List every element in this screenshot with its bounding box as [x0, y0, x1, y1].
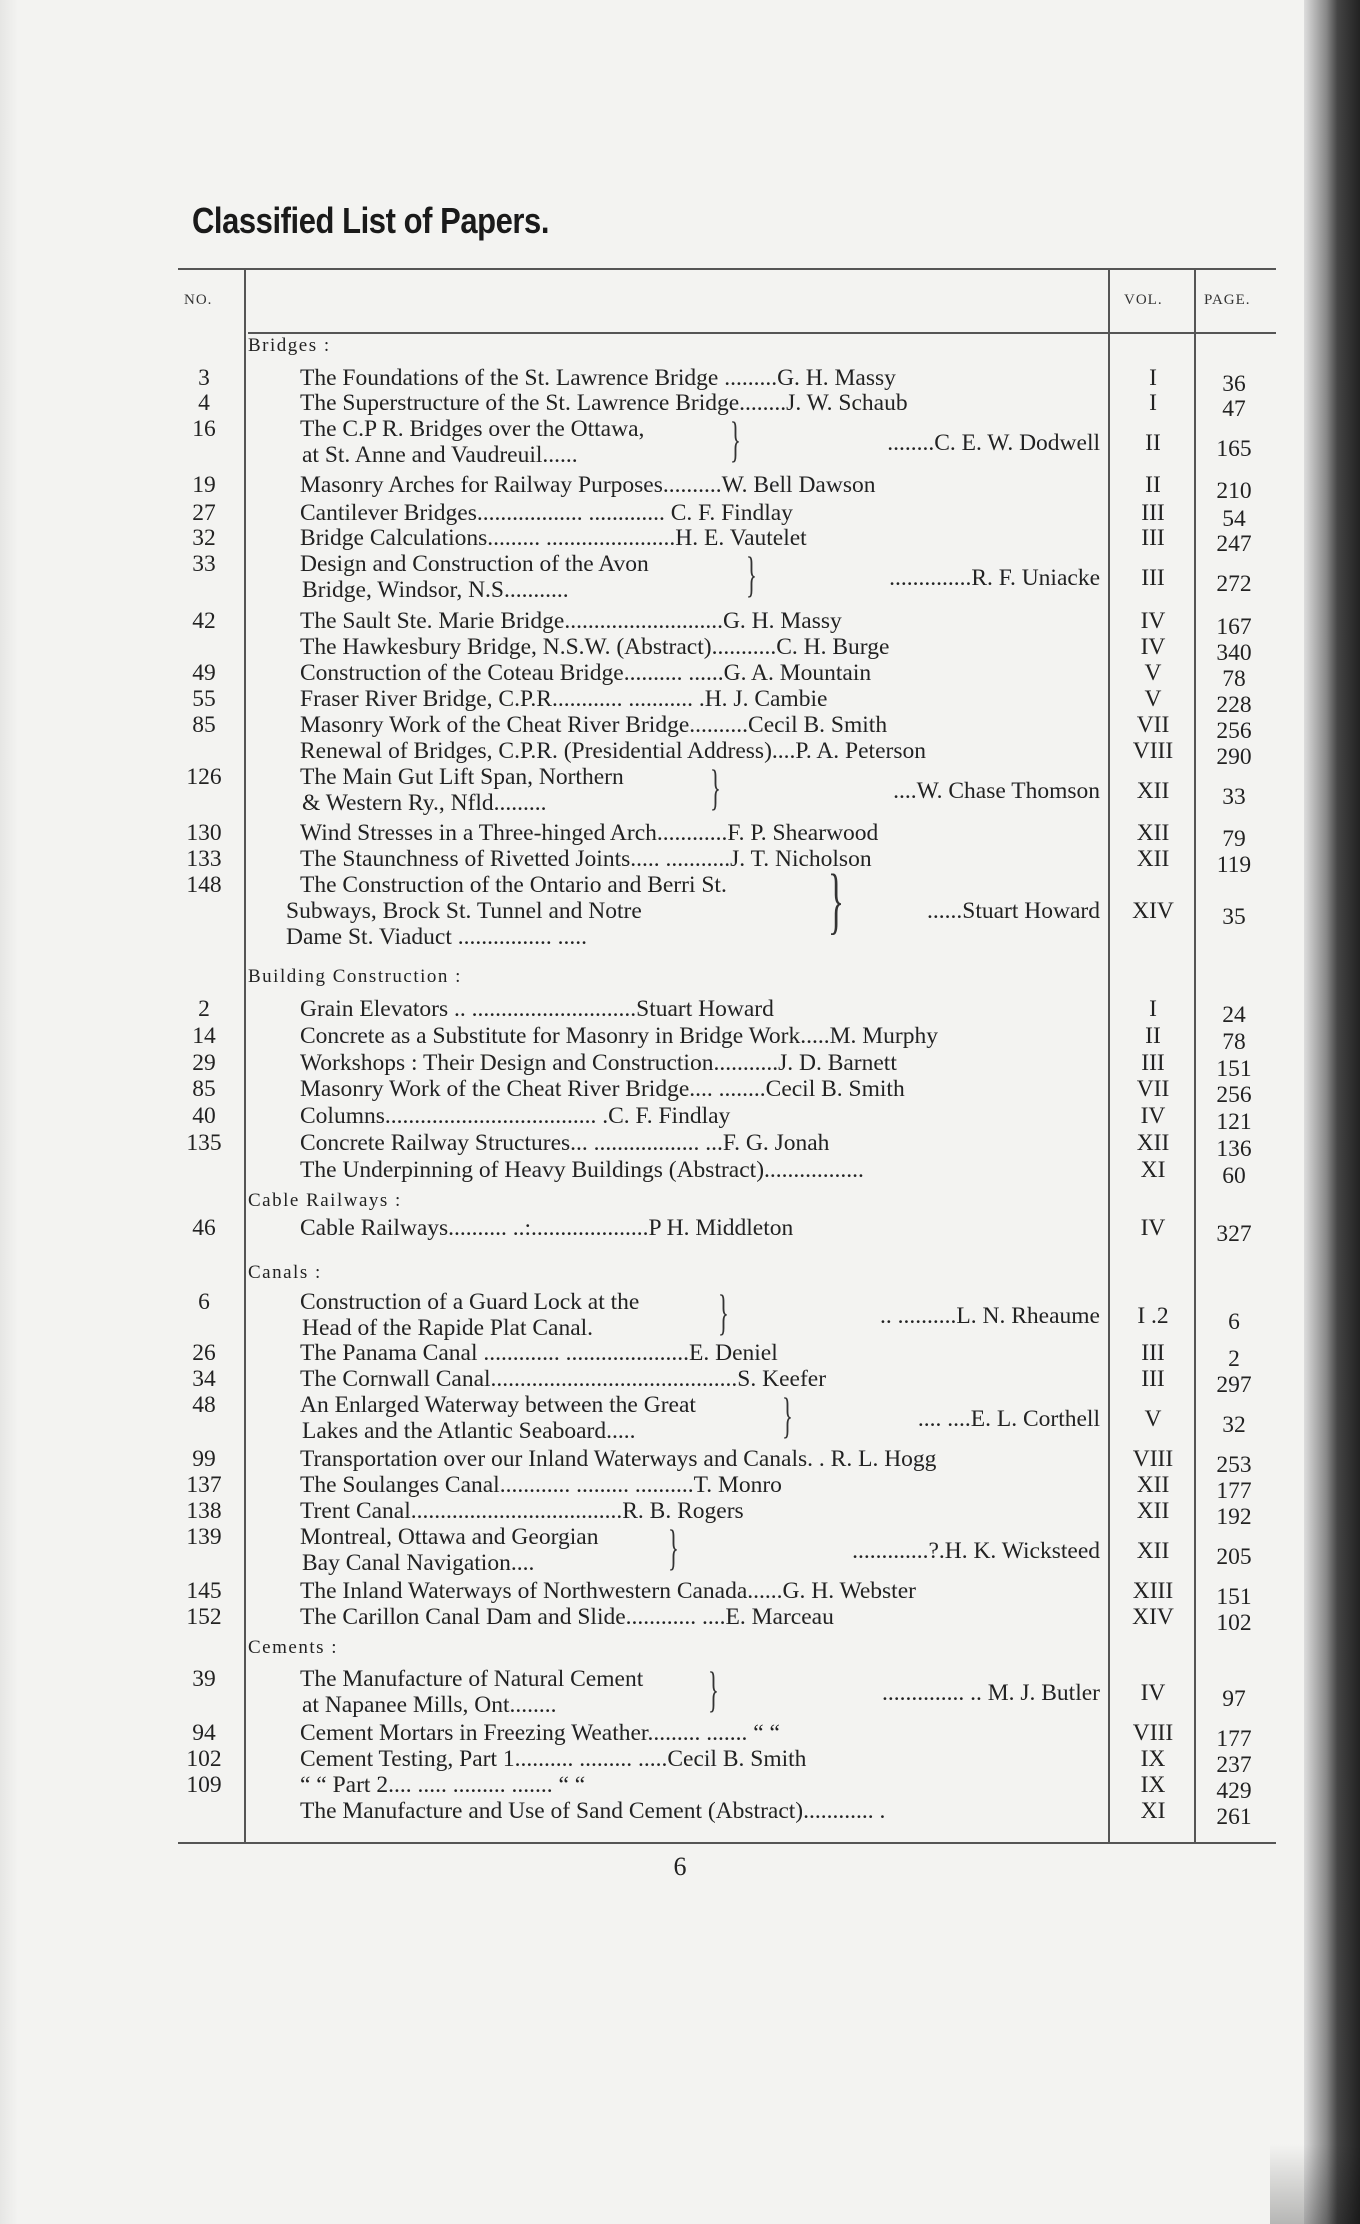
- page-ref: 32: [1222, 1412, 1246, 1438]
- table-row: [178, 1076, 1276, 1108]
- table-row: [178, 1798, 1276, 1830]
- page-ref: 253: [1216, 1452, 1252, 1478]
- paper-title-line: Masonry Work of the Cheat River Bridge..........Cecil B. Smith: [300, 712, 888, 738]
- table-row: [178, 1604, 1276, 1636]
- table-row: [178, 546, 1276, 603]
- page-ref: 97: [1222, 1686, 1246, 1712]
- paper-title-line: Wind Stresses in a Three-hinged Arch............F. P. Shearwood: [300, 820, 879, 846]
- paper-number: 6: [198, 1289, 210, 1315]
- brace-mark: }: [718, 1284, 729, 1340]
- page-ref: 340: [1216, 640, 1252, 666]
- table-row: [178, 500, 1276, 532]
- volume-number: XII: [1136, 1130, 1170, 1156]
- author-name: ..............R. F. Uniacke: [889, 565, 1100, 591]
- volume-number: III: [1141, 1050, 1165, 1076]
- paper-title-line: Concrete Railway Structures... .................. ...F. G. Jonah: [300, 1130, 830, 1156]
- paper-title-line: The Panama Canal ............. .....................E. Deniel: [300, 1340, 778, 1366]
- paper-title-line: Concrete as a Substitute for Masonry in Bridge Work.....M. Murphy: [300, 1023, 938, 1049]
- page-ref: 165: [1216, 436, 1252, 462]
- table-row: [178, 1720, 1276, 1752]
- paper-number: 138: [186, 1498, 222, 1524]
- volume-number: I: [1149, 996, 1157, 1022]
- table-row: [178, 1366, 1276, 1398]
- paper-title-line: Renewal of Bridges, C.P.R. (Presidential Address)....P. A. Peterson: [300, 738, 926, 764]
- paper-number: 133: [186, 846, 222, 872]
- table-bottom-rule: [178, 1842, 1276, 1844]
- volume-number: I .2: [1137, 1303, 1169, 1329]
- brace-mark: }: [710, 759, 721, 815]
- paper-number: 2: [198, 996, 210, 1022]
- page-ref: 327: [1216, 1221, 1252, 1247]
- page-ref: 60: [1222, 1163, 1246, 1189]
- table-row: [178, 660, 1276, 692]
- page-ref: 192: [1216, 1504, 1252, 1530]
- paper-number: 94: [192, 1720, 216, 1746]
- paper-title-line: Head of the Rapide Plat Canal.: [302, 1315, 594, 1341]
- paper-number: 3: [198, 365, 210, 391]
- page-ref: 136: [1216, 1136, 1252, 1162]
- paper-number: 48: [192, 1392, 216, 1418]
- page-left-edge: [0, 0, 18, 2224]
- table-row: [178, 1103, 1276, 1135]
- paper-title-line: Design and Construction of the Avon: [300, 551, 649, 577]
- volume-number: III: [1141, 1340, 1165, 1366]
- paper-title-line: Fraser River Bridge, C.P.R............ ........... .H. J. Cambie: [300, 686, 828, 712]
- header-page: PAGE.: [1204, 292, 1251, 308]
- table-row: [178, 1446, 1276, 1478]
- paper-number: 42: [192, 608, 216, 634]
- paper-title-line: Dame St. Viaduct ................ .....: [286, 924, 588, 950]
- table-row: [178, 1284, 1276, 1341]
- volume-number: VIII: [1132, 1446, 1174, 1472]
- paper-title-line: The Main Gut Lift Span, Northern: [300, 764, 624, 790]
- table-row: [178, 820, 1276, 852]
- paper-number: 85: [192, 712, 216, 738]
- page-ref: 47: [1222, 396, 1246, 422]
- papers-table: [178, 268, 1276, 1844]
- paper-number: 126: [186, 764, 222, 790]
- page-ref: 24: [1222, 1002, 1246, 1028]
- page-ref: 290: [1216, 744, 1252, 770]
- volume-number: IX: [1140, 1746, 1166, 1772]
- table-row: [178, 1746, 1276, 1778]
- table-row: [178, 1050, 1276, 1082]
- paper-number: 135: [186, 1130, 222, 1156]
- author-name: .. ..........L. N. Rheaume: [880, 1303, 1100, 1329]
- volume-number: VIII: [1132, 738, 1174, 764]
- paper-number: 102: [186, 1746, 222, 1772]
- volume-number: IX: [1140, 1772, 1166, 1798]
- section-heading: Cements :: [248, 1637, 339, 1658]
- author-name: ........C. E. W. Dodwell: [887, 430, 1100, 456]
- table-row: [178, 738, 1276, 770]
- header-bottom-rule: [248, 332, 1276, 334]
- paper-number: 27: [192, 500, 216, 526]
- page-ref: 36: [1222, 371, 1246, 397]
- paper-title-line: Masonry Arches for Railway Purposes..........W. Bell Dawson: [300, 472, 876, 498]
- volume-number: XIII: [1132, 1578, 1174, 1604]
- author-name: .............?.H. K. Wicksteed: [852, 1538, 1100, 1564]
- table-row: [178, 472, 1276, 504]
- page-ref: 2: [1228, 1346, 1240, 1372]
- table-row: [178, 1340, 1276, 1372]
- volume-number: I: [1149, 365, 1157, 391]
- table-row: [178, 1157, 1276, 1189]
- paper-title-line: Cement Testing, Part 1.......... ......... .....Cecil B. Smith: [300, 1746, 807, 1772]
- table-row: [178, 759, 1276, 816]
- volume-number: XII: [1136, 820, 1170, 846]
- page-ref: 167: [1216, 614, 1252, 640]
- volume-number: XI: [1140, 1798, 1166, 1824]
- paper-title-line: “ “ Part 2.... ..... ......... ....... “ “: [300, 1772, 586, 1798]
- table-row: [178, 390, 1276, 422]
- table-row: [178, 634, 1276, 666]
- paper-title-line: Workshops : Their Design and Construction...........J. D. Barnett: [300, 1050, 897, 1076]
- paper-title-line: The Hawkesbury Bridge, N.S.W. (Abstract)...........C. H. Burge: [300, 634, 890, 660]
- page-ref: 151: [1216, 1056, 1252, 1082]
- volume-number: XII: [1136, 778, 1170, 804]
- paper-title-line: The Staunchness of Rivetted Joints..... ...........J. T. Nicholson: [300, 846, 872, 872]
- volume-number: I: [1149, 390, 1157, 416]
- paper-title-line: The Cornwall Canal..........................................S. Keefer: [300, 1366, 827, 1392]
- volume-number: III: [1141, 525, 1165, 551]
- paper-number: 145: [186, 1578, 222, 1604]
- volume-number: V: [1144, 660, 1162, 686]
- paper-title-line: Trent Canal....................................R. B. Rogers: [300, 1498, 744, 1524]
- paper-title-line: Bridge Calculations......... ......................H. E. Vautelet: [300, 525, 807, 551]
- paper-number: 55: [192, 686, 216, 712]
- paper-number: 19: [192, 472, 216, 498]
- paper-title-line: Columns.................................... .C. F. Findlay: [300, 1103, 731, 1129]
- volume-number: V: [1144, 686, 1162, 712]
- page-ref: 79: [1222, 826, 1246, 852]
- table-row: [178, 608, 1276, 640]
- table-row: [178, 1472, 1276, 1504]
- paper-number: 46: [192, 1215, 216, 1241]
- table-row: [178, 525, 1276, 557]
- paper-title-line: & Western Ry., Nfld.........: [302, 790, 547, 816]
- paper-title-line: Cable Railways.......... ..:....................P H. Middleton: [300, 1215, 794, 1241]
- paper-number: 40: [192, 1103, 216, 1129]
- paper-title-line: Construction of a Guard Lock at the: [300, 1289, 640, 1315]
- volume-number: II: [1145, 1023, 1161, 1049]
- page-ref: 247: [1216, 531, 1252, 557]
- brace-mark: }: [708, 1661, 719, 1717]
- volume-number: XII: [1136, 1538, 1170, 1564]
- volume-number: XI: [1140, 1157, 1166, 1183]
- paper-title-line: The Superstructure of the St. Lawrence Bridge........J. W. Schaub: [300, 390, 908, 416]
- brace-mark: }: [746, 546, 757, 602]
- volume-number: VII: [1136, 1076, 1170, 1102]
- volume-number: II: [1145, 472, 1161, 498]
- volume-number: IV: [1140, 1680, 1166, 1706]
- page-ref: 429: [1216, 1778, 1252, 1804]
- volume-number: XIV: [1132, 898, 1174, 924]
- paper-title-line: Grain Elevators .. ............................Stuart Howard: [300, 996, 774, 1022]
- header-no: NO.: [184, 292, 213, 308]
- volume-number: XII: [1136, 846, 1170, 872]
- header-vol: VOL.: [1124, 292, 1163, 308]
- table-row: [178, 411, 1276, 468]
- paper-title-line: Lakes and the Atlantic Seaboard.....: [302, 1418, 636, 1444]
- brace-mark: }: [668, 1519, 679, 1575]
- page-ref: 54: [1222, 506, 1246, 532]
- paper-title-line: The Construction of the Ontario and Berri St.: [300, 872, 727, 898]
- volume-number: IV: [1140, 634, 1166, 660]
- paper-number: 152: [186, 1604, 222, 1630]
- author-name: ....W. Chase Thomson: [893, 778, 1100, 804]
- paper-title-line: Bay Canal Navigation....: [302, 1550, 535, 1576]
- table-row: [178, 1387, 1276, 1444]
- paper-number: 14: [192, 1023, 216, 1049]
- paper-number: 85: [192, 1076, 216, 1102]
- volume-number: III: [1141, 500, 1165, 526]
- table-row: [178, 686, 1276, 718]
- table-row: [178, 996, 1276, 1028]
- volume-number: V: [1144, 1406, 1162, 1432]
- page-ref: 256: [1216, 718, 1252, 744]
- paper-number: 109: [186, 1772, 222, 1798]
- page-ref: 237: [1216, 1752, 1252, 1778]
- page-ref: 78: [1222, 666, 1246, 692]
- paper-title-line: The Inland Waterways of Northwestern Canada......G. H. Webster: [300, 1578, 916, 1604]
- page-ref: 177: [1216, 1726, 1252, 1752]
- volume-number: VII: [1136, 712, 1170, 738]
- volume-number: XII: [1136, 1472, 1170, 1498]
- page-ref: 177: [1216, 1478, 1252, 1504]
- page-ref: 210: [1216, 478, 1252, 504]
- brace-mark: }: [730, 411, 741, 467]
- table-row: [178, 1215, 1276, 1247]
- paper-title-line: Bridge, Windsor, N.S...........: [302, 577, 569, 603]
- brace-mark: }: [782, 1387, 793, 1443]
- paper-number: 137: [186, 1472, 222, 1498]
- table-row: [178, 846, 1276, 878]
- table-row: [178, 365, 1276, 397]
- paper-title-line: at St. Anne and Vaudreuil......: [302, 442, 578, 468]
- paper-title-line: The Manufacture and Use of Sand Cement (Abstract)............ .: [300, 1798, 886, 1824]
- volume-number: XIV: [1132, 1604, 1174, 1630]
- paper-title-line: Transportation over our Inland Waterways and Canals. . R. L. Hogg: [300, 1446, 937, 1472]
- paper-number: 99: [192, 1446, 216, 1472]
- paper-number: 130: [186, 820, 222, 846]
- table-row: [178, 1578, 1276, 1610]
- page-ref: 78: [1222, 1029, 1246, 1055]
- paper-title-line: Montreal, Ottawa and Georgian: [300, 1524, 599, 1550]
- section-heading: Canals :: [248, 1262, 322, 1283]
- paper-title-line: Cantilever Bridges.................. ............. C. F. Findlay: [300, 500, 793, 526]
- paper-number: 32: [192, 525, 216, 551]
- paper-title-line: Construction of the Coteau Bridge.......... ......G. A. Mountain: [300, 660, 872, 686]
- paper-number: 39: [192, 1666, 216, 1692]
- paper-title-line: The C.P R. Bridges over the Ottawa,: [300, 416, 645, 442]
- section-heading: Cable Railways :: [248, 1190, 402, 1211]
- paper-title-line: An Enlarged Waterway between the Great: [300, 1392, 696, 1418]
- table-top-rule: [178, 268, 1276, 270]
- table-row: [178, 1519, 1276, 1576]
- page-ref: 121: [1216, 1109, 1252, 1135]
- volume-number: III: [1141, 1366, 1165, 1392]
- paper-title-line: Subways, Brock St. Tunnel and Notre: [286, 898, 642, 924]
- paper-title-line: The Underpinning of Heavy Buildings (Abstract).................: [300, 1157, 864, 1183]
- page-ref: 119: [1216, 852, 1252, 878]
- page-ref: 228: [1216, 692, 1252, 718]
- volume-number: IV: [1140, 1215, 1166, 1241]
- page-ref: 256: [1216, 1082, 1252, 1108]
- paper-title-line: The Manufacture of Natural Cement: [300, 1666, 644, 1692]
- page-ref: 261: [1216, 1804, 1252, 1830]
- page-ref: 102: [1216, 1610, 1252, 1636]
- paper-number: 16: [192, 416, 216, 442]
- table-row: [178, 1772, 1276, 1804]
- table-row: [178, 1023, 1276, 1055]
- paper-number: 33: [192, 551, 216, 577]
- paper-title-line: Masonry Work of the Cheat River Bridge.... ........Cecil B. Smith: [300, 1076, 905, 1102]
- page-ref: 297: [1216, 1372, 1252, 1398]
- page-ref: 35: [1222, 904, 1246, 930]
- paper-number: 49: [192, 660, 216, 686]
- page-binding-edge: [1304, 0, 1360, 2224]
- volume-number: II: [1145, 430, 1161, 456]
- paper-title-line: Cement Mortars in Freezing Weather......... ....... “ “: [300, 1720, 780, 1746]
- author-name: .... ....E. L. Corthell: [917, 1406, 1100, 1432]
- paper-number: 148: [186, 872, 222, 898]
- section-heading: Bridges :: [248, 335, 331, 356]
- paper-title-line: at Napanee Mills, Ont........: [302, 1692, 557, 1718]
- volume-number: IV: [1140, 608, 1166, 634]
- table-row: [178, 1661, 1276, 1718]
- paper-number: 4: [198, 390, 210, 416]
- paper-number: 139: [186, 1524, 222, 1550]
- volume-number: IV: [1140, 1103, 1166, 1129]
- paper-number: 26: [192, 1340, 216, 1366]
- paper-title-line: The Sault Ste. Marie Bridge...........................G. H. Massy: [300, 608, 842, 634]
- page-corner-shadow: [1270, 2144, 1360, 2224]
- paper-title-line: The Soulanges Canal............ ......... ..........T. Monro: [300, 1472, 782, 1498]
- page-ref: 33: [1222, 784, 1246, 810]
- volume-number: XII: [1136, 1498, 1170, 1524]
- page-ref: 151: [1216, 1584, 1252, 1610]
- page-number: 6: [673, 1852, 687, 1881]
- table-row: [178, 712, 1276, 744]
- page-title: Classified List of Papers.: [192, 200, 550, 241]
- paper-title-line: The Foundations of the St. Lawrence Bridge .........G. H. Massy: [300, 365, 896, 391]
- author-name: ......Stuart Howard: [927, 898, 1100, 924]
- paper-title-line: The Carillon Canal Dam and Slide............ ....E. Marceau: [300, 1604, 834, 1630]
- table-row: [178, 1498, 1276, 1530]
- table-row: [178, 1130, 1276, 1162]
- paper-number: 29: [192, 1050, 216, 1076]
- page-ref: 272: [1216, 571, 1252, 597]
- volume-number: III: [1141, 565, 1165, 591]
- brace-mark: }: [828, 860, 844, 942]
- section-heading: Building Construction :: [248, 966, 462, 987]
- author-name: .............. .. M. J. Butler: [881, 1680, 1100, 1706]
- page-ref: 205: [1216, 1544, 1252, 1570]
- page-ref: 6: [1228, 1309, 1240, 1335]
- paper-number: 34: [192, 1366, 216, 1392]
- volume-number: VIII: [1132, 1720, 1174, 1746]
